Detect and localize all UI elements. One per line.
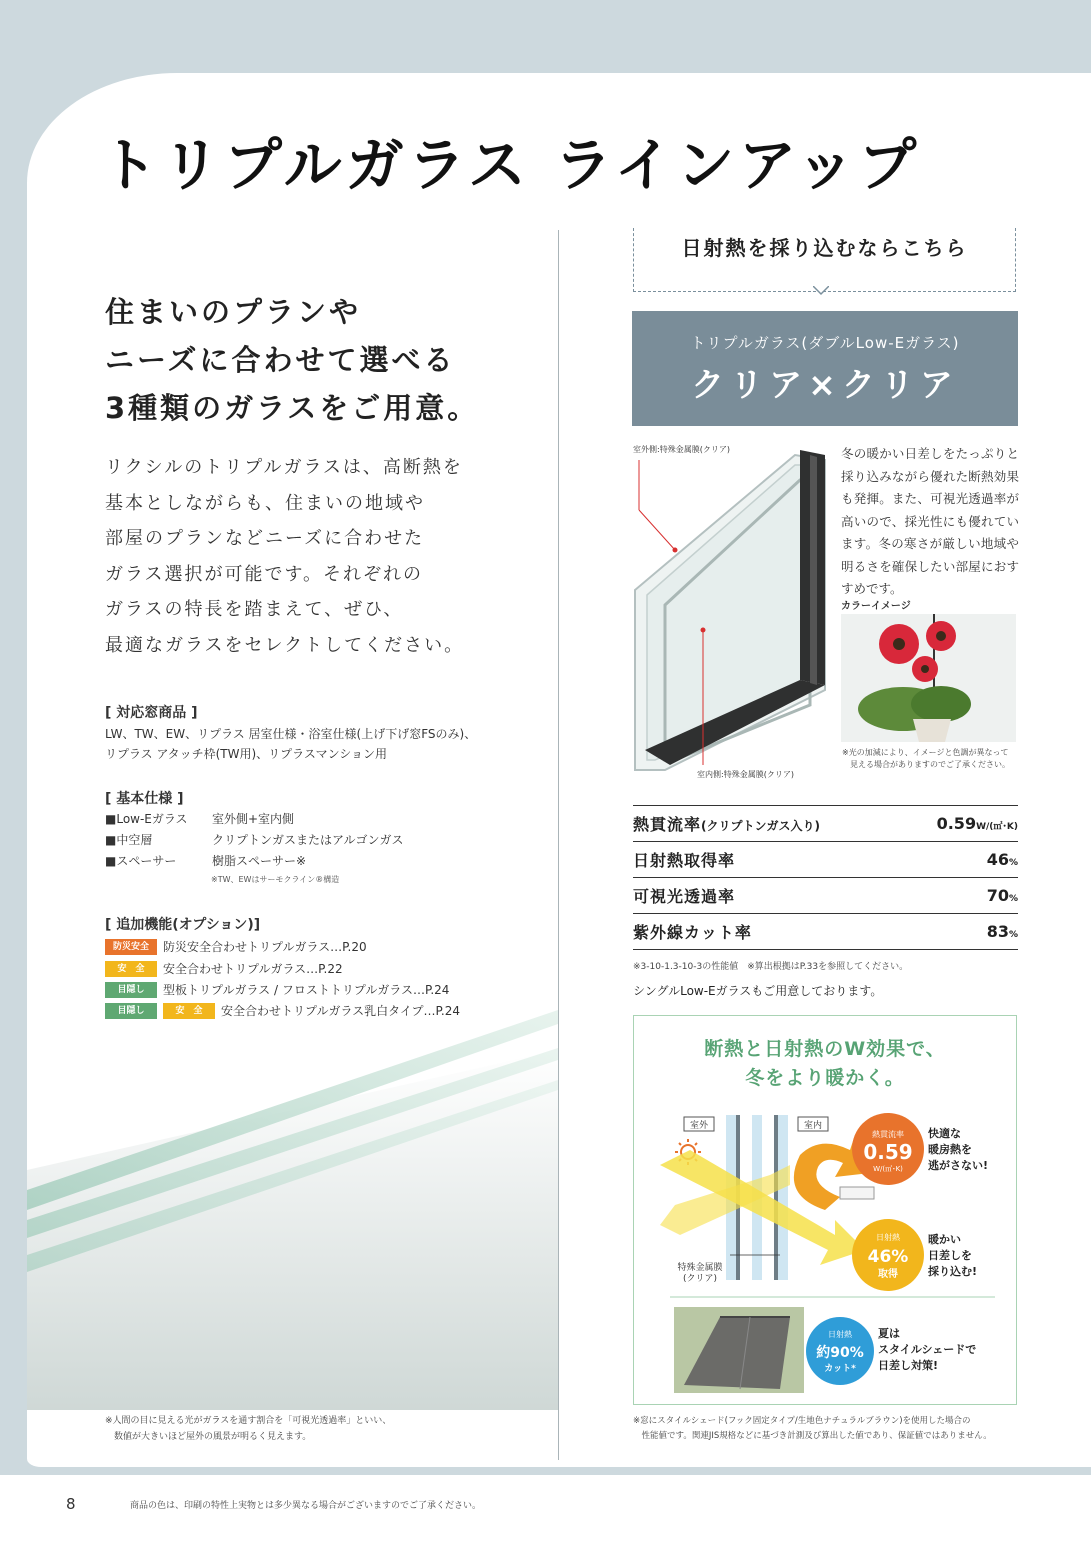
badge1-text-2: 暖房熱を [928,1143,972,1156]
option-text: 型板トリプルガラス / フロストトリプルガラス…P.24 [163,983,450,997]
option-text: 防災安全合わせトリプルガラス…P.20 [163,940,367,954]
page-title: トリプルガラス ラインアップ [100,131,921,199]
effect-diagram [640,1105,1010,1400]
badge3-text-1: 夏は [878,1327,900,1340]
performance-value [987,850,1018,869]
color-image-label: カラーイメージ [841,601,911,612]
value-number: 83 [986,922,1009,941]
badge1-label: 熱貫流率 [872,1130,904,1139]
option-text: 安全合わせトリプルガラス乳白タイプ…P.24 [221,1004,461,1018]
performance-row [633,806,1018,842]
option-tag: 目隠し [105,1003,157,1019]
option-tag: 目隠し [105,982,157,998]
badge2-label: 日射熱 [876,1233,900,1242]
spec-value: 室外側+室内側 [212,812,295,826]
intro-paragraph: リクシルのトリプルガラスは、高断熱を 基本としながらも、住まいの地域や 部屋のプランなどニーズに合わせた ガラス選択が可能です。それぞれの ガラスの特長を踏まえて、ぜひ、 最適なガラスをセレクトしてください。 [105,457,465,656]
specs-heading: [ 基本仕様 ] [105,791,184,807]
badge2-text-2: 日差しを [928,1249,972,1262]
badge2-value: 46% [867,1247,909,1267]
performance-value [937,814,1018,833]
option-item [105,938,367,955]
inside-label: 室内 [803,1121,823,1131]
film-label-2: (クリア) [682,1274,718,1284]
products-text: LW、TW、EW、リプラス 居室仕様・浴室仕様(上げ下げ窓FSのみ)、 リプラス アタッチ枠(TW用)、リプラスマンション用 [105,727,477,761]
value-number: 0.59 [936,814,977,833]
spec-note: ※TW、EWはサーモクライン®構造 [211,875,340,884]
glass-stripes-decoration [27,1010,558,1410]
badge1-text-1: 快適な [928,1127,961,1140]
triple-glass-illustration [625,440,835,780]
performance-sub: (クリプトンガス入り) [701,819,820,833]
performance-value [987,922,1018,941]
product-name: クリア×クリア [691,365,959,404]
spec-row [105,852,306,869]
badge1-unit: W/(㎡･K) [873,1165,903,1173]
badge3-value: 約90% [816,1345,864,1361]
option-item [105,960,343,977]
footnote-right: ※窓にスタイルシェード(フック固定タイプ/生地色ナチュラルブラウン)を使用した場合の 性能値です。関連JIS規格などに基づき計測及び算出した値であり、保証値ではありません。 [633,1416,992,1441]
badge1-value: 0.59 [863,1140,913,1164]
color-image-photo [841,614,1016,742]
spec-row [105,810,294,827]
product-description: 冬の暖かい日差しをたっぷりと採り込みながら優れた断熱効果も発揮。また、可視光透過率が高いので、採光性にも優れています。冬の寒さが厳しい地域や明るさを確保したい部屋におすすめです。 [841,446,1019,596]
option-tag: 安 全 [105,961,157,977]
page-number: 8 [66,1495,76,1513]
footnote-left: ※人間の目に見える光がガラスを通す割合を「可視光透過率」といい、 数値が大きいほど屋外の風景が明るく見えます。 [105,1416,392,1442]
performance-label: 熱貫流率 [633,815,702,834]
spec-value: 樹脂スペーサー※ [212,854,307,868]
performance-value [987,886,1018,905]
value-unit: % [1008,858,1018,868]
value-number: 70 [986,886,1009,905]
effect-title: 断熱と日射熱のW効果で、 冬をより暖かく。 [704,1038,946,1089]
option-item [105,981,449,998]
performance-name [633,812,820,835]
badge3-label: 日射熱 [828,1330,852,1339]
badge1-text-3: 逃がさない! [928,1159,989,1172]
value-unit: % [1008,894,1018,904]
inner-film-label: 室内側:特殊金属膜(クリア) [697,770,794,779]
badge2-text-3: 採り込む! [928,1265,978,1278]
performance-row [633,842,1018,878]
performance-row [633,878,1018,914]
single-lowe-note: シングルLow-Eガラスもご用意しております。 [633,984,883,998]
badge2-text-1: 暖かい [928,1233,961,1246]
outer-film-label: 室外側:特殊金属膜(クリア) [633,445,730,454]
footer-note: 商品の色は、印刷の特性上実物とは多少異なる場合がございますのでご了承ください。 [130,1501,482,1511]
option-text: 安全合わせトリプルガラス…P.22 [163,962,343,976]
film-label-1: 特殊金属膜 [677,1263,723,1273]
options-heading: [ 追加機能(オプション)] [105,917,261,933]
performance-name [633,920,752,943]
performance-label: 可視光透過率 [633,887,736,906]
option-item [105,1002,460,1019]
callout-text: 日射熱を採り込むならこちら [681,236,968,260]
products-heading: [ 対応窓商品 ] [105,705,198,721]
option-tag: 防災安全 [105,939,157,955]
callout-arrow-icon [813,286,829,296]
spec-value: クリプトンガスまたはアルゴンガス [212,833,404,847]
spec-row [105,831,404,848]
badge3-text-3: 日差し対策! [878,1359,939,1372]
spec-key: ■スペーサー [105,854,177,868]
product-header [632,311,1018,426]
photo-note: ※光の加減により、イメージと色調が異なって 見える場合がありますのでご了承ください。 [842,748,1010,769]
performance-label: 日射熱取得率 [633,851,736,870]
value-number: 46 [986,850,1009,869]
option-tag: 安 全 [163,1003,215,1019]
badge3-text-2: スタイルシェードで [878,1343,977,1356]
performance-name [633,848,735,871]
performance-name [633,884,735,907]
column-divider [558,230,559,1460]
value-unit: W/(㎡･K) [976,822,1018,832]
value-unit: % [1008,930,1018,940]
performance-row [633,914,1018,950]
performance-note: ※3-10-1.3-10-3の性能値 ※算出根拠はP.33を参照してください。 [633,962,909,972]
badge2-unit: 取得 [878,1269,898,1280]
spec-key: ■Low-Eガラス [105,812,188,826]
performance-label: 紫外線カット率 [633,923,752,942]
spec-key: ■中空層 [105,833,153,847]
product-subtitle: トリプルガラス(ダブルLow-Eガラス) [690,334,960,352]
lead-heading: 住まいのプランや ニーズに合わせて選べる 3種類のガラスをご用意。 [105,295,480,425]
outside-label: 室外 [689,1121,709,1131]
badge3-unit: カット* [824,1364,856,1374]
